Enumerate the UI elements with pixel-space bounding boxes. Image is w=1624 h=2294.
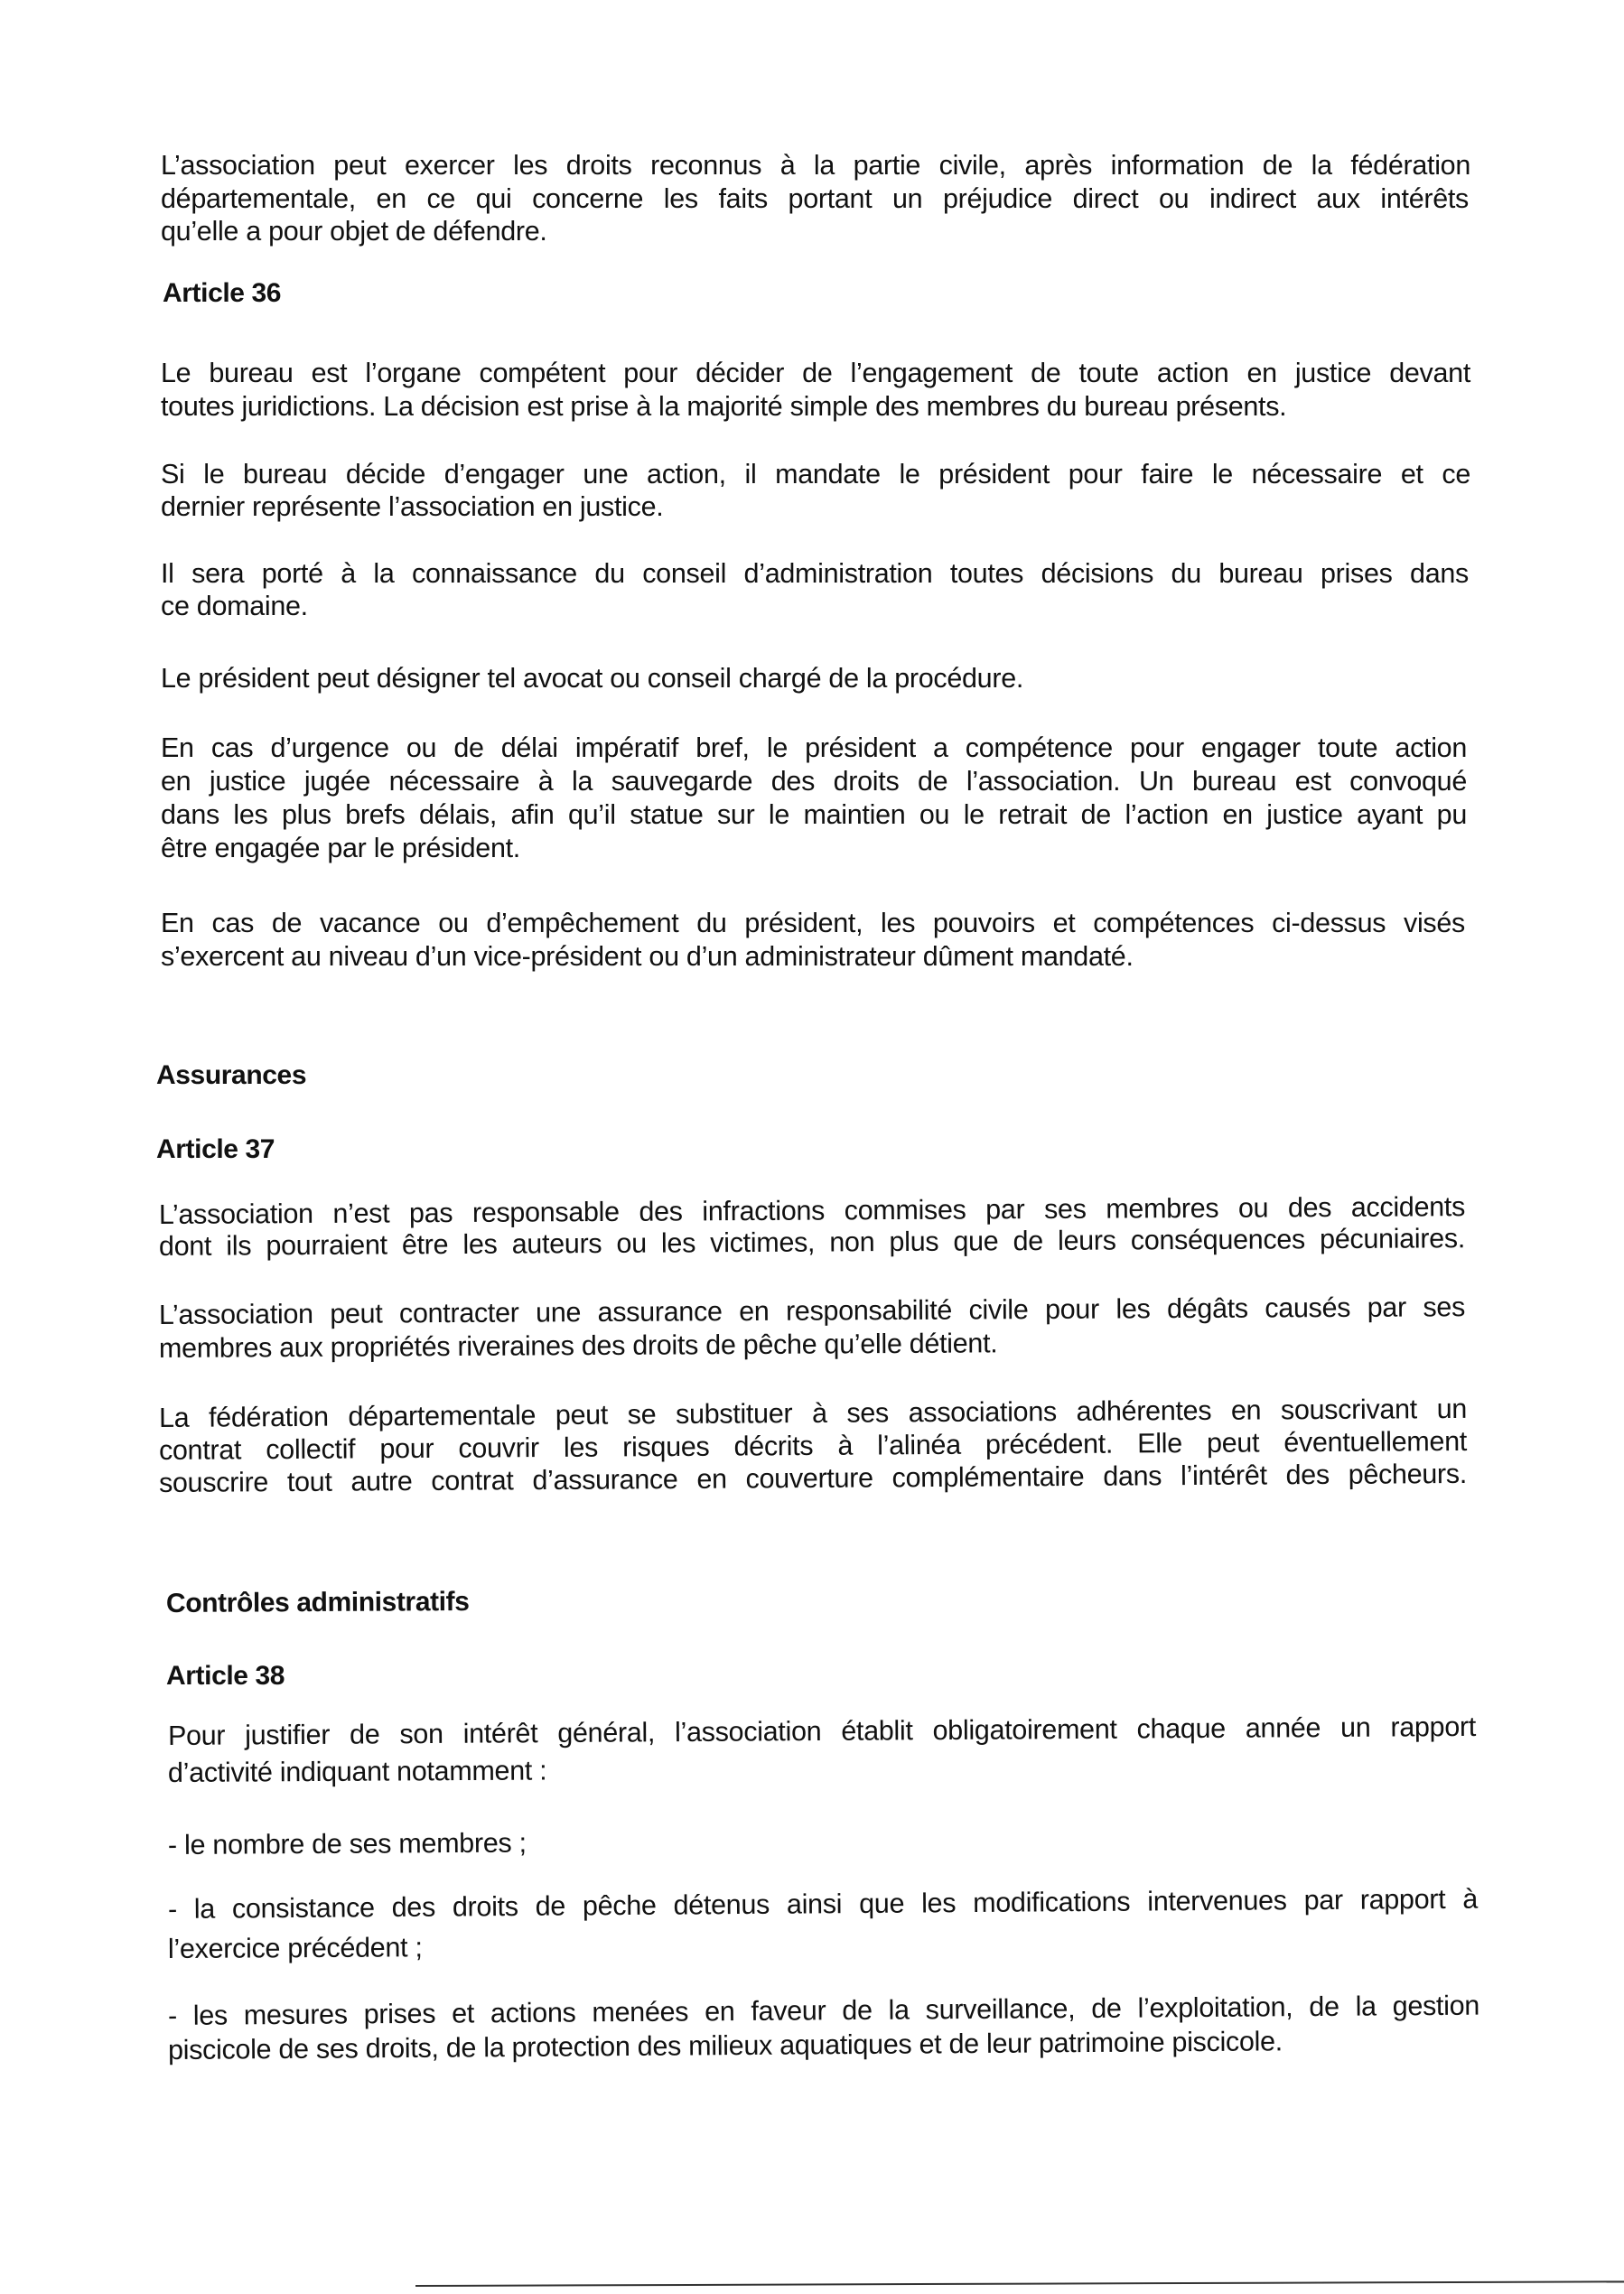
text-line: toutes juridictions. La décision est prise à la majorité simple des membres du bureau présents. (161, 391, 1287, 422)
text-line: être engagée par le président. (161, 833, 520, 863)
section-title-controles-administratifs: Contrôles administratifs (165, 1586, 470, 1619)
text-line: en justice jugée nécessaire à la sauvegarde des droits de l’association. Un bureau est convoqué (161, 766, 1467, 797)
text-line: Pour justifier de son intérêt général, l’association établit obligatoirement chaque année un rapport (167, 1711, 1477, 1751)
text-line: dans les plus brefs délais, afin qu’il statue sur le maintien ou le retrait de l’action en justice ayant pu (161, 799, 1467, 830)
text-line: Si le bureau décide d’engager une action, il mandate le président pour faire le nécessaire et ce (161, 459, 1470, 490)
list-item: l’exercice précédent ; (167, 1932, 423, 1964)
list-item: piscicole de ses droits, de la protection des milieux aquatiques et de leur patrimoine piscicole. (167, 2026, 1283, 2066)
article-37-heading: Article 37 (156, 1134, 275, 1164)
text-line: L’association peut contracter une assurance en responsabilité civile pour les dégâts causés par ses (158, 1292, 1466, 1330)
text-line: Le président peut désigner tel avocat ou conseil chargé de la procédure. (161, 663, 1024, 694)
text-line: départementale, en ce qui concerne les faits portant un préjudice direct ou indirect aux intérêts (161, 183, 1469, 214)
text-line: Il sera porté à la connaissance du conseil d’administration toutes décisions du bureau prises dans (161, 558, 1469, 589)
list-item: - les mesures prises et actions menées en faveur de la surveillance, de l’exploitation, de la gestion (167, 1990, 1480, 2031)
text-line: contrat collectif pour couvrir les risques décrits à l’alinéa précédent. Elle peut éventuellement (158, 1425, 1468, 1466)
text-line: ce domaine. (161, 591, 308, 621)
article-36-heading: Article 36 (163, 278, 282, 308)
text-line: La fédération départementale peut se substituer à ses associations adhérentes en souscrivant un (158, 1393, 1468, 1433)
footer-rule (415, 2280, 1624, 2287)
list-item: - la consistance des droits de pêche détenus ainsi que les modifications intervenues par rapport à (167, 1883, 1479, 1925)
section-title-assurances: Assurances (156, 1060, 307, 1090)
article-38-heading: Article 38 (166, 1661, 285, 1691)
text-line: En cas d’urgence ou de délai impératif bref, le président a compétence pour engager toute action (161, 732, 1467, 763)
text-line: s’exercent au niveau d’un vice-président ou d’un administrateur dûment mandaté. (161, 941, 1134, 972)
text-line: dernier représente l’association en justice. (161, 491, 664, 522)
text-line: souscrire tout autre contrat d’assurance en couverture complémentaire dans l’intérêt des pêcheurs. (158, 1458, 1468, 1498)
text-line: Le bureau est l’organe compétent pour décider de l’engagement de toute action en justice devant (161, 358, 1470, 388)
text-line: L’association n’est pas responsable des infractions commises par ses membres ou des accidents (158, 1191, 1466, 1230)
text-line: L’association peut exercer les droits reconnus à la partie civile, après information de la fédération (161, 150, 1470, 181)
list-item: - le nombre de ses membres ; (167, 1827, 527, 1860)
text-line: dont ils pourraient être les auteurs ou les victimes, non plus que de leurs conséquences pécuniaires. (158, 1223, 1466, 1262)
text-line: d’activité indiquant notamment : (167, 1755, 547, 1788)
text-line: qu’elle a pour objet de défendre. (161, 216, 547, 247)
text-line: membres aux propriétés riveraines des droits de pêche qu’elle détient. (158, 1328, 998, 1364)
text-line: En cas de vacance ou d’empêchement du président, les pouvoirs et compétences ci-dessus visés (161, 908, 1465, 938)
